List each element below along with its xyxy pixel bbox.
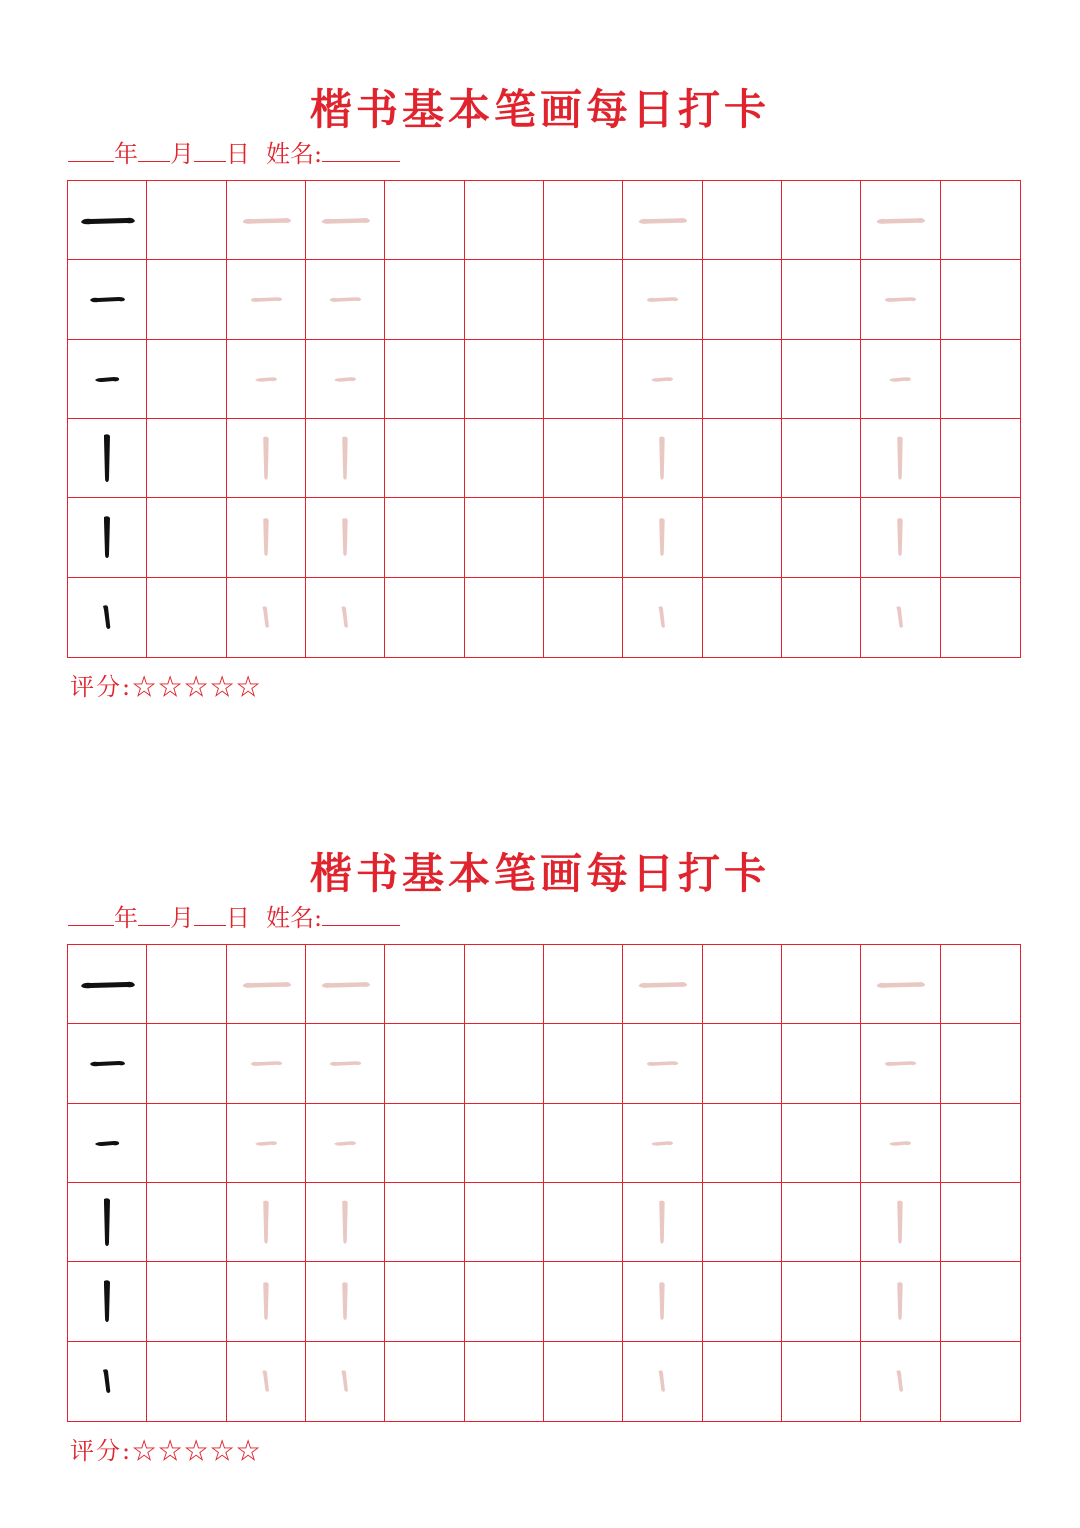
trace-stroke [894, 435, 907, 482]
example-stroke [77, 210, 137, 230]
grid-cell[interactable] [941, 1183, 1020, 1262]
grid-cell[interactable] [623, 340, 702, 419]
example-stroke [100, 432, 114, 484]
trace-stroke [873, 211, 927, 229]
year-label: 年 [114, 904, 138, 932]
grid-cell[interactable] [147, 1342, 226, 1421]
trace-stroke [887, 1137, 914, 1150]
grid-cell[interactable] [782, 1024, 861, 1103]
grid-cell[interactable] [941, 945, 1020, 1024]
grid-cell[interactable] [306, 1024, 385, 1103]
grid-cell[interactable] [147, 1262, 226, 1341]
name-label: 姓名: [266, 140, 323, 168]
grid-cell[interactable] [306, 498, 385, 577]
grid-cell[interactable] [68, 340, 147, 419]
name-blank[interactable] [322, 903, 400, 926]
grid-cell[interactable] [68, 498, 147, 577]
trace-stroke [248, 1056, 284, 1070]
trace-stroke [327, 1056, 363, 1070]
sheet-title: 楷书基本笔画每日打卡 [309, 849, 770, 898]
grid-cell[interactable] [306, 1342, 385, 1421]
grid-cell[interactable] [385, 1104, 464, 1183]
sheet-title: 楷书基本笔画每日打卡 [309, 85, 770, 134]
grid-cell[interactable] [623, 1183, 702, 1262]
example-stroke [87, 1055, 127, 1071]
grid-cell[interactable] [623, 260, 702, 339]
grid-cell[interactable] [623, 1342, 702, 1421]
grid-cell[interactable] [782, 1262, 861, 1341]
grid-cell[interactable] [703, 340, 782, 419]
grid-cell[interactable] [306, 340, 385, 419]
grid-cell[interactable] [385, 260, 464, 339]
trace-stroke [332, 1137, 359, 1150]
grid-cell[interactable] [623, 1024, 702, 1103]
grid-cell[interactable] [941, 1104, 1020, 1183]
grid-cell[interactable] [385, 1262, 464, 1341]
trace-stroke [260, 1369, 273, 1394]
day-blank[interactable] [194, 903, 226, 926]
grid-cell[interactable] [147, 578, 226, 657]
grid-cell[interactable] [861, 1342, 940, 1421]
trace-stroke [252, 1137, 279, 1150]
grid-cell[interactable] [385, 1183, 464, 1262]
grid-cell[interactable] [465, 1183, 544, 1262]
trace-stroke [894, 605, 907, 630]
grid-cell[interactable] [703, 578, 782, 657]
day-blank[interactable] [194, 139, 226, 162]
grid-cell[interactable] [782, 181, 861, 260]
example-stroke [100, 1367, 114, 1395]
grid-cell[interactable] [703, 260, 782, 339]
grid-cell[interactable] [147, 419, 226, 498]
example-stroke [92, 1136, 122, 1150]
grid-cell[interactable] [465, 1104, 544, 1183]
grid-cell[interactable] [861, 340, 940, 419]
grid-cell[interactable] [544, 181, 623, 260]
grid-cell[interactable] [385, 1024, 464, 1103]
grid-cell[interactable] [623, 1262, 702, 1341]
trace-stroke [656, 1369, 669, 1394]
grid-cell[interactable] [861, 945, 940, 1024]
example-stroke [87, 291, 127, 307]
grid-cell[interactable] [68, 419, 147, 498]
grid-cell[interactable] [147, 260, 226, 339]
grid-cell[interactable] [465, 181, 544, 260]
trace-stroke [260, 517, 273, 558]
grid-cell[interactable] [147, 1183, 226, 1262]
grid-cell[interactable] [703, 419, 782, 498]
grid-cell[interactable] [782, 1104, 861, 1183]
grid-cell[interactable] [782, 1183, 861, 1262]
practice-grid [67, 944, 1021, 1422]
year-blank[interactable] [68, 139, 114, 162]
grid-cell[interactable] [227, 1024, 306, 1103]
grid-cell[interactable] [147, 1104, 226, 1183]
grid-cell[interactable] [861, 181, 940, 260]
trace-stroke [332, 373, 359, 386]
grid-cell[interactable] [227, 419, 306, 498]
grid-cell[interactable] [147, 498, 226, 577]
trace-stroke [339, 517, 352, 558]
trace-stroke [656, 1199, 669, 1246]
trace-stroke [894, 1281, 907, 1322]
grid-cell[interactable] [465, 578, 544, 657]
score-label: 评分: [70, 1437, 133, 1465]
example-stroke [100, 514, 114, 560]
month-label: 月 [170, 140, 194, 168]
grid-cell[interactable] [68, 181, 147, 260]
grid-cell[interactable] [703, 1342, 782, 1421]
grid-cell[interactable] [782, 945, 861, 1024]
practice-sheet-2 [0, 764, 1080, 1464]
grid-cell[interactable] [782, 1342, 861, 1421]
trace-stroke [635, 975, 689, 993]
grid-cell[interactable] [703, 1024, 782, 1103]
grid-cell[interactable] [68, 1024, 147, 1103]
header-info [68, 138, 400, 170]
rating-stars[interactable]: ☆☆☆☆☆ [132, 1437, 263, 1465]
grid-cell[interactable] [465, 1024, 544, 1103]
grid-cell[interactable] [941, 1262, 1020, 1341]
grid-cell[interactable] [623, 498, 702, 577]
grid-cell[interactable] [227, 578, 306, 657]
grid-cell[interactable] [385, 578, 464, 657]
trace-stroke [656, 1281, 669, 1322]
trace-stroke [644, 292, 680, 306]
grid-cell[interactable] [941, 1024, 1020, 1103]
practice-grid [67, 180, 1021, 658]
trace-stroke [873, 975, 927, 993]
grid-cell[interactable] [306, 1262, 385, 1341]
grid-cell[interactable] [623, 945, 702, 1024]
example-stroke [100, 1278, 114, 1324]
grid-cell[interactable] [941, 419, 1020, 498]
grid-cell[interactable] [306, 945, 385, 1024]
trace-stroke [656, 605, 669, 630]
trace-stroke [339, 1369, 352, 1394]
trace-stroke [635, 211, 689, 229]
rating-stars[interactable]: ☆☆☆☆☆ [132, 673, 263, 701]
example-stroke [77, 974, 137, 994]
trace-stroke [894, 1369, 907, 1394]
grid-cell[interactable] [782, 498, 861, 577]
grid-cell[interactable] [68, 1104, 147, 1183]
grid-cell[interactable] [147, 181, 226, 260]
trace-stroke [644, 1056, 680, 1070]
grid-cell[interactable] [465, 340, 544, 419]
grid-cell[interactable] [544, 1183, 623, 1262]
month-blank[interactable] [138, 903, 170, 926]
example-stroke [100, 603, 114, 631]
grid-cell[interactable] [227, 340, 306, 419]
grid-cell[interactable] [147, 945, 226, 1024]
practice-sheet-1 [0, 0, 1080, 700]
grid-cell[interactable] [68, 578, 147, 657]
trace-stroke [239, 975, 293, 993]
grid-cell[interactable] [861, 260, 940, 339]
trace-stroke [339, 1199, 352, 1246]
grid-cell[interactable] [306, 181, 385, 260]
grid-cell[interactable] [544, 945, 623, 1024]
trace-stroke [260, 1281, 273, 1322]
grid-cell[interactable] [227, 1342, 306, 1421]
name-blank[interactable] [322, 139, 400, 162]
grid-cell[interactable] [941, 260, 1020, 339]
grid-cell[interactable] [544, 419, 623, 498]
grid-cell[interactable] [782, 340, 861, 419]
score-line [70, 1436, 262, 1466]
grid-cell[interactable] [227, 181, 306, 260]
grid-cell[interactable] [385, 1342, 464, 1421]
grid-cell[interactable] [227, 260, 306, 339]
grid-cell[interactable] [623, 578, 702, 657]
month-blank[interactable] [138, 139, 170, 162]
grid-cell[interactable] [623, 181, 702, 260]
trace-stroke [318, 211, 372, 229]
grid-cell[interactable] [68, 1183, 147, 1262]
grid-cell[interactable] [703, 1262, 782, 1341]
grid-cell[interactable] [385, 340, 464, 419]
grid-cell[interactable] [68, 945, 147, 1024]
trace-stroke [260, 435, 273, 482]
grid-cell[interactable] [385, 181, 464, 260]
grid-cell[interactable] [465, 419, 544, 498]
grid-cell[interactable] [306, 419, 385, 498]
grid-cell[interactable] [306, 260, 385, 339]
grid-cell[interactable] [782, 419, 861, 498]
grid-cell[interactable] [861, 498, 940, 577]
grid-cell[interactable] [544, 578, 623, 657]
grid-cell[interactable] [544, 340, 623, 419]
trace-stroke [339, 605, 352, 630]
grid-cell[interactable] [68, 1262, 147, 1341]
header-info [68, 902, 400, 934]
grid-cell[interactable] [941, 578, 1020, 657]
grid-cell[interactable] [227, 1104, 306, 1183]
month-label: 月 [170, 904, 194, 932]
grid-cell[interactable] [544, 498, 623, 577]
grid-cell[interactable] [782, 578, 861, 657]
grid-cell[interactable] [227, 1183, 306, 1262]
grid-cell[interactable] [465, 1342, 544, 1421]
grid-cell[interactable] [861, 419, 940, 498]
trace-stroke [894, 517, 907, 558]
trace-stroke [649, 373, 676, 386]
trace-stroke [656, 517, 669, 558]
example-stroke [100, 1196, 114, 1248]
score-line [70, 672, 262, 702]
score-label: 评分: [70, 673, 133, 701]
trace-stroke [656, 435, 669, 482]
grid-cell[interactable] [385, 419, 464, 498]
grid-cell[interactable] [465, 498, 544, 577]
name-label: 姓名: [266, 904, 323, 932]
grid-cell[interactable] [544, 260, 623, 339]
grid-cell[interactable] [703, 1104, 782, 1183]
grid-cell[interactable] [941, 181, 1020, 260]
grid-cell[interactable] [306, 1104, 385, 1183]
grid-cell[interactable] [861, 578, 940, 657]
grid-cell[interactable] [68, 260, 147, 339]
grid-cell[interactable] [623, 1104, 702, 1183]
trace-stroke [318, 975, 372, 993]
grid-cell[interactable] [544, 1024, 623, 1103]
grid-cell[interactable] [861, 1183, 940, 1262]
grid-cell[interactable] [385, 498, 464, 577]
grid-cell[interactable] [623, 419, 702, 498]
day-label: 日 [226, 904, 250, 932]
trace-stroke [252, 373, 279, 386]
grid-cell[interactable] [861, 1104, 940, 1183]
trace-stroke [239, 211, 293, 229]
grid-cell[interactable] [306, 578, 385, 657]
grid-cell[interactable] [703, 498, 782, 577]
grid-cell[interactable] [941, 1342, 1020, 1421]
grid-cell[interactable] [544, 1342, 623, 1421]
grid-cell[interactable] [703, 181, 782, 260]
grid-cell[interactable] [147, 340, 226, 419]
grid-cell[interactable] [861, 1262, 940, 1341]
trace-stroke [327, 292, 363, 306]
example-stroke [92, 372, 122, 386]
grid-cell[interactable] [306, 1183, 385, 1262]
grid-cell[interactable] [465, 945, 544, 1024]
trace-stroke [339, 435, 352, 482]
trace-stroke [887, 373, 914, 386]
grid-cell[interactable] [385, 945, 464, 1024]
grid-cell[interactable] [227, 1262, 306, 1341]
grid-cell[interactable] [861, 1024, 940, 1103]
grid-cell[interactable] [68, 1342, 147, 1421]
trace-stroke [649, 1137, 676, 1150]
year-blank[interactable] [68, 903, 114, 926]
trace-stroke [248, 292, 284, 306]
trace-stroke [894, 1199, 907, 1246]
grid-cell[interactable] [465, 1262, 544, 1341]
day-label: 日 [226, 140, 250, 168]
grid-cell[interactable] [703, 1183, 782, 1262]
grid-cell[interactable] [941, 340, 1020, 419]
trace-stroke [260, 605, 273, 630]
grid-cell[interactable] [782, 260, 861, 339]
grid-cell[interactable] [703, 945, 782, 1024]
trace-stroke [882, 292, 918, 306]
trace-stroke [260, 1199, 273, 1246]
grid-cell[interactable] [227, 945, 306, 1024]
grid-cell[interactable] [465, 260, 544, 339]
grid-cell[interactable] [544, 1262, 623, 1341]
grid-cell[interactable] [227, 498, 306, 577]
year-label: 年 [114, 140, 138, 168]
grid-cell[interactable] [147, 1024, 226, 1103]
trace-stroke [339, 1281, 352, 1322]
grid-cell[interactable] [941, 498, 1020, 577]
trace-stroke [882, 1056, 918, 1070]
grid-cell[interactable] [544, 1104, 623, 1183]
